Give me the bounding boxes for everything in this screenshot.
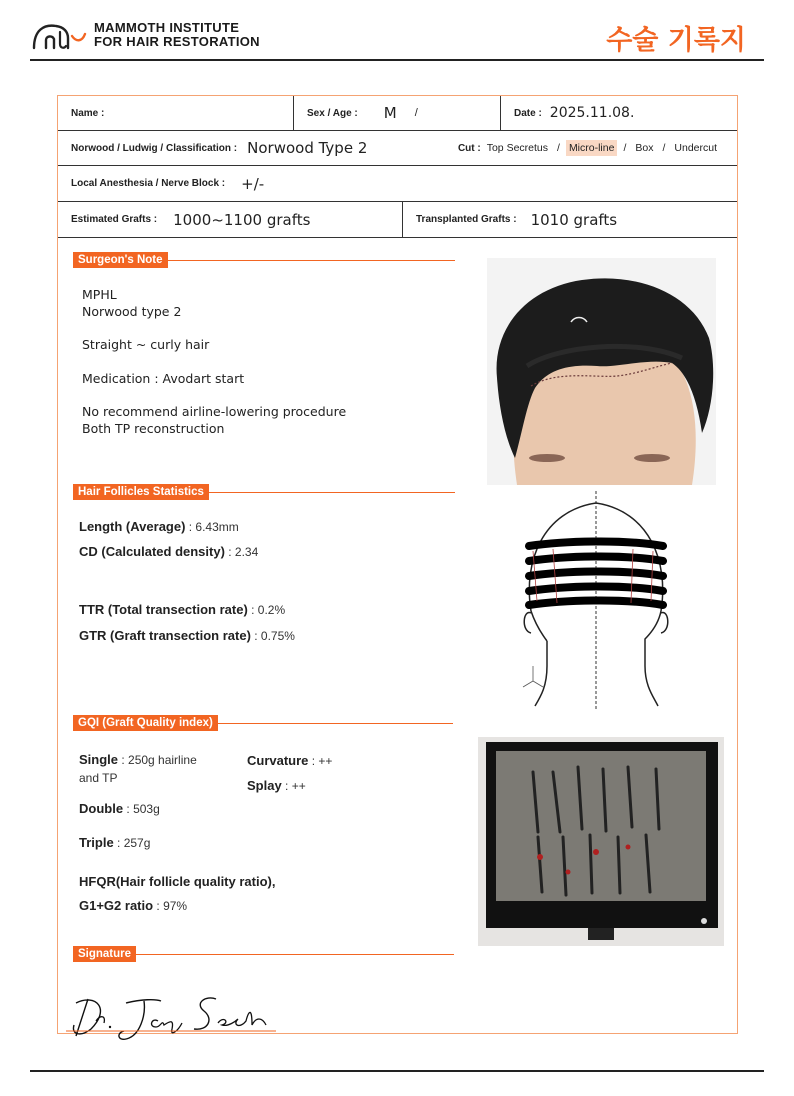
sex-age-label: Sex / Age : [307,107,358,119]
length-label: Length (Average) [79,519,186,534]
estimated-grafts-cell [58,202,403,237]
gqi-heading [73,715,453,731]
double-label: Double [79,801,124,816]
header-divider [30,59,764,61]
transplanted-grafts-cell [403,202,737,237]
footer-divider [30,1070,764,1072]
doctor-signature [66,991,276,1046]
classification-label: Norwood / Ludwig / Classification : [71,142,238,154]
g1g2-stat [79,897,187,915]
curvature-label: Curvature [247,753,309,768]
document-title: 수술 기록지 [606,25,746,56]
cut-option-top-secretus[interactable]: Top Secretus [486,142,549,154]
cut-label: Cut : [457,142,481,154]
graft-monitor-photo [478,737,724,946]
classification-row [58,131,737,166]
anesthesia-row [58,166,737,202]
g1g2-value: : 97% [153,899,188,913]
sex-age-cell [294,96,501,130]
curvature-stat [247,752,332,770]
section-rule [136,954,454,955]
signature-heading [73,946,454,962]
note-line: Both TP reconstruction [82,421,225,436]
section-rule [218,723,453,724]
anesthesia-label: Local Anesthesia / Nerve Block : [71,178,226,189]
transplanted-grafts-label: Transplanted Grafts : [416,214,517,225]
estimated-grafts-field[interactable]: 1000~1100 grafts [173,210,311,229]
hfqr-label: HFQR(Hair follicle quality ratio), [79,874,276,889]
patient-head-photo [487,258,716,485]
section-rule [168,260,455,261]
classification-field[interactable]: Norwood Type 2 [247,139,368,157]
note-line: Norwood type 2 [82,304,182,319]
patient-info-row [58,96,737,131]
cd-label: CD (Calculated density) [79,544,225,559]
cut-separator: / [557,142,560,154]
cut-options [458,140,737,156]
note-line: Medication : Avodart start [82,371,245,386]
gtr-label: GTR (Graft transection rate) [79,628,251,643]
double-stat [79,800,160,818]
gtr-stat [79,627,295,645]
anesthesia-field[interactable]: +/- [241,174,265,193]
hfqr-stat [79,873,275,890]
date-label: Date : [514,107,542,119]
mammoth-logo-icon [30,18,88,52]
cut-option-micro-line[interactable]: Micro-line [566,140,618,156]
cut-option-box[interactable]: Box [635,142,654,154]
double-value: : 503g [123,802,160,816]
triple-label: Triple [79,835,114,850]
cut-option-undercut[interactable]: Undercut [674,142,717,154]
ttr-label: TTR (Total transection rate) [79,602,248,617]
single-value: : 250g hairline [118,753,197,767]
section-rule [209,492,455,493]
org-name-line1: MAMMOTH INSTITUTE [94,20,240,35]
name-cell [58,96,294,130]
estimated-grafts-label: Estimated Grafts : [71,214,158,225]
cut-separator: / [623,142,627,154]
length-stat [79,518,239,536]
gqi-title: GQI (Graft Quality index) [73,715,218,731]
transplanted-grafts-field[interactable]: 1010 grafts [530,210,618,229]
ttr-value: : 0.2% [247,603,286,617]
splay-stat [247,777,306,795]
grafts-row [58,202,737,238]
surgeon-note-body [82,286,346,437]
g1g2-label: G1+G2 ratio [79,898,154,913]
date-field[interactable]: 2025.11.08. [549,105,635,121]
curvature-value: : ++ [308,754,333,768]
splay-label: Splay [247,778,282,793]
cut-separator: / [662,142,666,154]
surgeon-note-heading [73,252,455,268]
triple-value: : 257g [113,836,151,850]
donor-area-diagram [513,491,713,711]
ttr-stat [79,601,285,619]
follicle-stats-title: Hair Follicles Statistics [73,484,209,500]
institute-logo [30,18,260,52]
org-name-line2: FOR HAIR RESTORATION [94,34,260,49]
cd-stat [79,543,258,561]
triple-stat [79,834,150,852]
sex-field[interactable]: M [383,104,397,122]
single-label: Single [79,752,119,767]
sex-age-separator: / [414,107,418,119]
date-cell [501,96,737,130]
splay-value: : ++ [281,779,306,793]
note-line: Straight ~ curly hair [82,337,210,352]
single-value-cont: and TP [79,771,118,785]
single-stat [79,751,239,787]
name-label: Name : [71,107,105,119]
gtr-value: : 0.75% [250,629,295,643]
note-line: No recommend airline-lowering procedure [82,404,347,419]
follicle-stats-heading [73,484,455,500]
cd-value: : 2.34 [224,545,259,559]
note-line: MPHL [82,287,117,302]
surgery-record-form [57,95,738,1034]
length-value: : 6.43mm [185,520,239,534]
surgeon-note-title: Surgeon's Note [73,252,168,268]
signature-title: Signature [73,946,136,962]
